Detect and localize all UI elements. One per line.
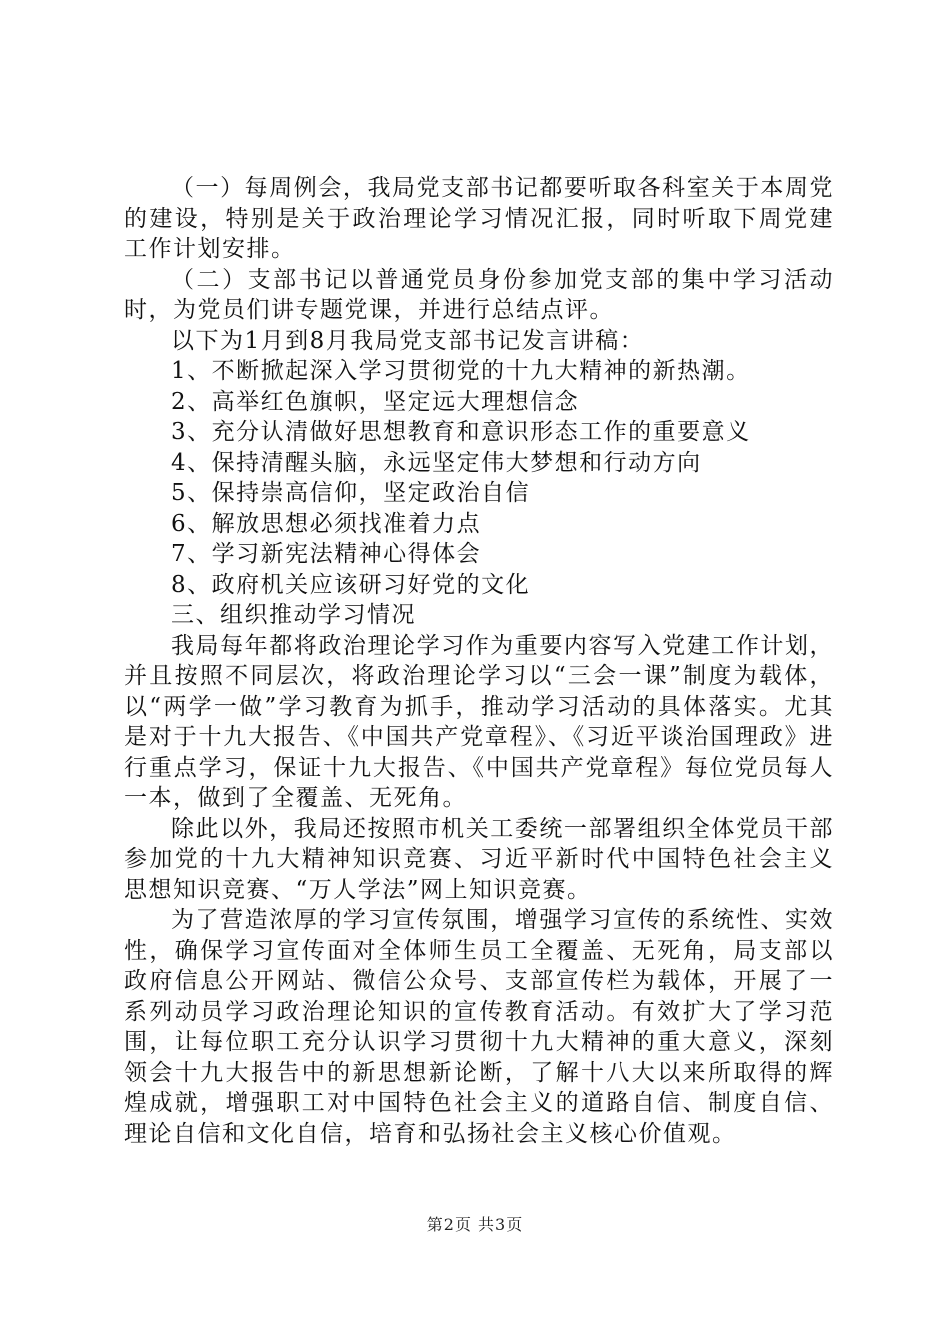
paragraph-secretary-lecture: （二）支部书记以普通党员身份参加党支部的集中学习活动时，为党员们讲专题党课，并进行总结点评。: [124, 266, 834, 323]
paragraph-knowledge-contest: 除此以外，我局还按照市机关工委统一部署组织全体党员干部参加党的十九大精神知识竞赛、习近平新时代中国特色社会主义思想知识竞赛、“万人学法”网上知识竞赛。: [124, 815, 834, 903]
document-body: [124, 173, 834, 1149]
speech-item-7: 7、学习新宪法精神心得体会: [171, 541, 482, 567]
speech-item-1: 1、不断掀起深入学习贯彻党的十九大精神的新热潮。: [171, 358, 751, 384]
speech-item-8: 8、政府机关应该研习好党的文化: [171, 571, 531, 598]
paragraph-speech-intro: 以下为1月到8月我局党支部书记发言讲稿：: [171, 327, 645, 354]
paragraph-study-plan: 我局每年都将政治理论学习作为重要内容写入党建工作计划，并且按照不同层次，将政治理论学习以“三会一课”制度为载体，以“两学一做”学习教育为抓手，推动学习活动的具体落实。尤其是对于十九大报告、《中国共产党章程》、《习近平谈治国理政》进行重点学习，保证十九大报告、《中国共产党章程》每位党员每人一本，做到了全覆盖、无死角。: [124, 632, 834, 811]
speech-item-3: 3、充分认清做好思想教育和意识形态工作的重要意义: [171, 419, 751, 445]
speech-item-2: 2、高举红色旗帜，坚定远大理想信念: [171, 388, 580, 415]
speech-item-4: 4、保持清醒头脑，永远坚定伟大梦想和行动方向: [171, 449, 702, 476]
speech-item-5: 5、保持崇高信仰，坚定政治自信: [171, 480, 531, 506]
section-heading: 三、组织推动学习情况: [171, 602, 416, 628]
page-number-footer: 第2页 共3页: [426, 1215, 524, 1234]
paragraph-weekly-meeting: （一）每周例会，我局党支部书记都要听取各科室关于本周党的建设，特别是关于政治理论学习情况汇报，同时听取下周党建工作计划安排。: [124, 175, 834, 262]
paragraph-publicity: 为了营造浓厚的学习宣传氛围，增强学习宣传的系统性、实效性，确保学习宣传面对全体师生员工全覆盖、无死角，局支部以政府信息公开网站、微信公众号、支部宣传栏为载体，开展了一系列动员学习政治理论知识的宣传教育活动。有效扩大了学习范围，让每位职工充分认识学习贯彻十九大精神的重大意义，深刻领会十九大报告中的新思想新论断，了解十八大以来所取得的辉煌成就，增强职工对中国特色社会主义的道路自信、制度自信、理论自信和文化自信，培育和弘扬社会主义核心价值观。: [124, 907, 834, 1147]
speech-item-6: 6、解放思想必须找准着力点: [171, 510, 482, 537]
